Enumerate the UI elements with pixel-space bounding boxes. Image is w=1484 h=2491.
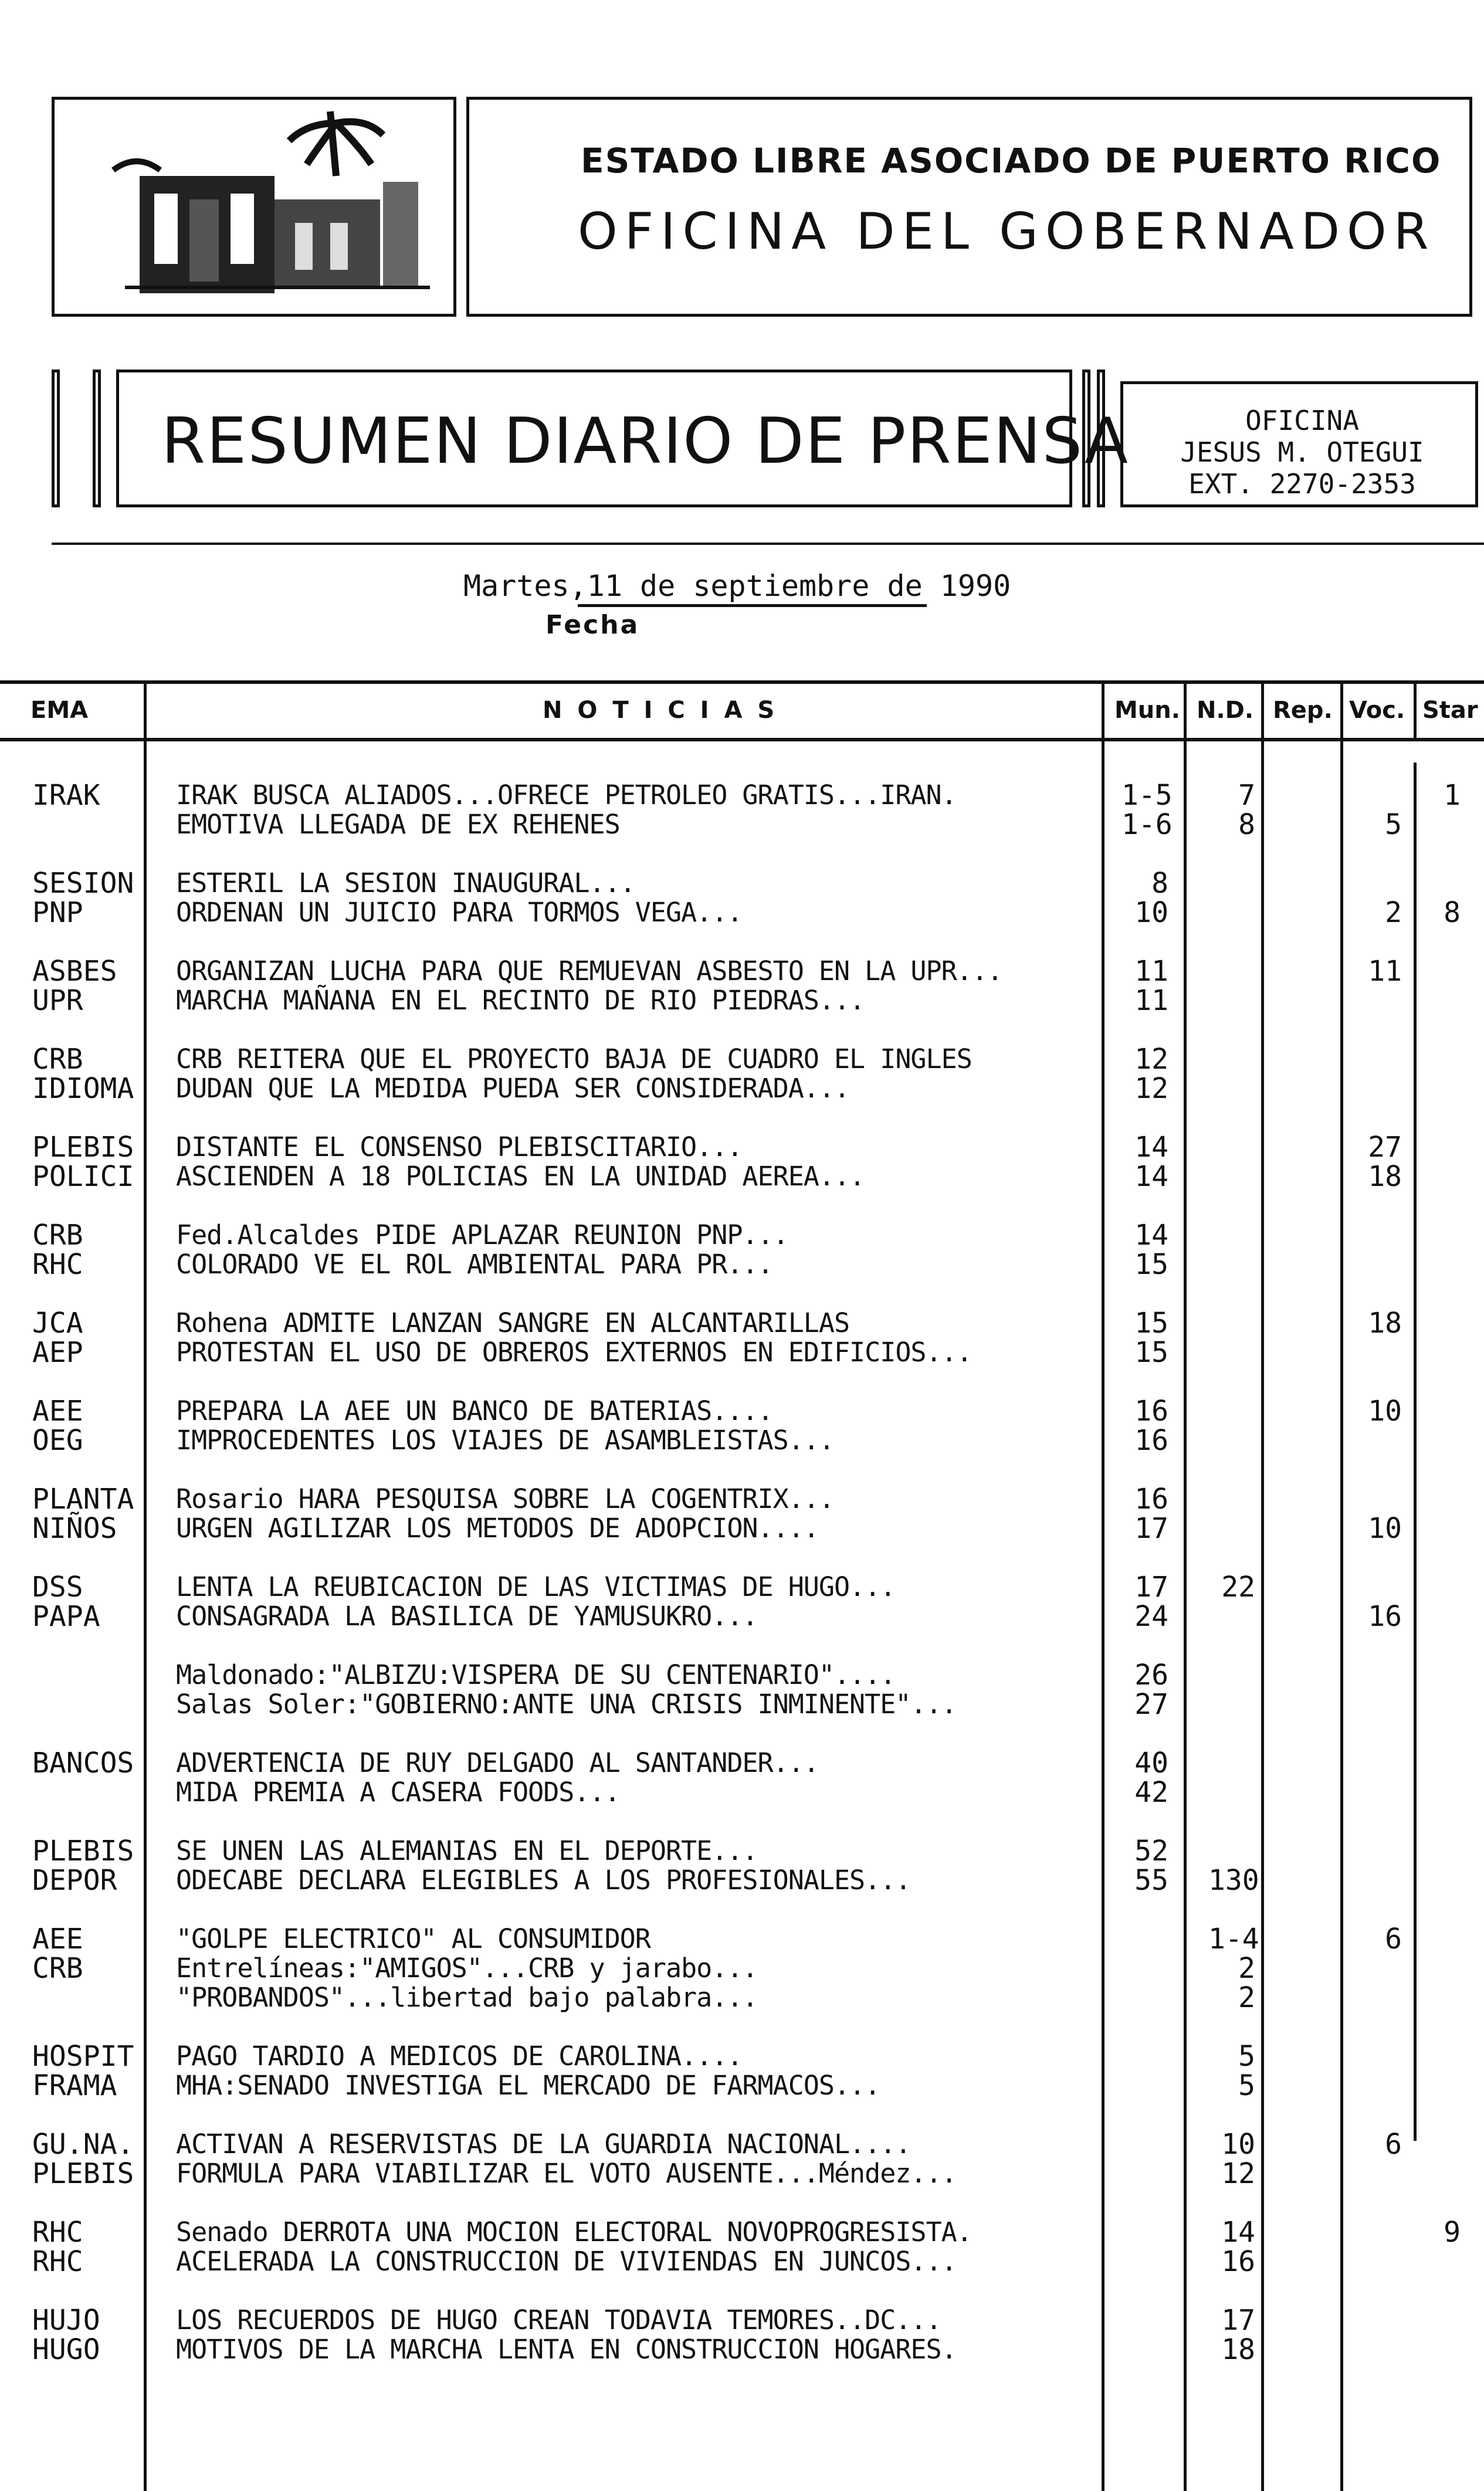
row-mun: 11	[1134, 955, 1168, 988]
row-headline: MARCHA MAÑANA EN EL RECINTO DE RIO PIEDRAS...	[176, 985, 865, 1016]
divider-mun	[1184, 680, 1187, 2491]
row-mun: 24	[1134, 1600, 1168, 1633]
row-headline: COLORADO VE EL ROL AMBIENTAL PARA PR...	[176, 1249, 773, 1280]
row-headline: PROTESTAN EL USO DE OBREROS EXTERNOS EN EDIFICIOS...	[176, 1337, 972, 1368]
row-headline: IMPROCEDENTES LOS VIAJES DE ASAMBLEISTAS...	[176, 1425, 834, 1456]
left-bar-2	[93, 370, 101, 507]
row-mun: 1-5	[1122, 779, 1173, 812]
row-mun: 14	[1134, 1219, 1168, 1252]
row-mun: 15	[1134, 1307, 1168, 1340]
row-headline: Rohena ADMITE LANZAN SANGRE EN ALCANTARILLAS	[176, 1307, 850, 1338]
row-headline: ADVERTENCIA DE RUY DELGADO AL SANTANDER...	[176, 1747, 819, 1778]
row-nd: 12	[1221, 2157, 1255, 2190]
row-headline: CRB REITERA QUE EL PROYECTO BAJA DE CUADRO EL INGLES	[176, 1043, 972, 1075]
divider-nd	[1261, 680, 1264, 2491]
row-tema: DSS	[32, 1571, 83, 1604]
left-bar-1	[52, 370, 60, 507]
row-mun: 16	[1134, 1483, 1168, 1516]
row-headline: Salas Soler:"GOBIERNO:ANTE UNA CRISIS INMINENTE"...	[176, 1689, 957, 1720]
date-value: Martes,11 de septiembre de 1990	[463, 569, 1011, 603]
row-mun: 15	[1134, 1336, 1168, 1369]
row-tema: GU.NA.	[32, 2128, 134, 2161]
row-mun: 10	[1134, 896, 1168, 929]
header-line-1: ESTADO LIBRE ASOCIADO DE PUERTO RICO	[581, 141, 1442, 181]
row-tema: PAPA	[32, 1600, 100, 1633]
row-nd: 7	[1238, 779, 1255, 812]
row-mun: 26	[1134, 1659, 1168, 1692]
row-headline: ODECABE DECLARA ELEGIBLES A LOS PROFESIONALES...	[176, 1865, 911, 1896]
row-mun: 12	[1134, 1072, 1168, 1105]
right-bar-1	[1082, 370, 1090, 507]
row-tema: CRB	[32, 1219, 83, 1252]
row-nd: 5	[1238, 2069, 1255, 2102]
row-headline: MIDA PREMIA A CASERA FOODS...	[176, 1777, 620, 1808]
row-tema: AEP	[32, 1336, 83, 1369]
row-mun: 17	[1134, 1512, 1168, 1545]
row-nd: 18	[1221, 2333, 1255, 2366]
row-mun: 55	[1134, 1864, 1168, 1897]
row-nd: 2	[1238, 1981, 1255, 2014]
col-star: Star	[1422, 697, 1478, 724]
row-tema: BANCOS	[32, 1747, 134, 1780]
col-tema: EMA	[31, 697, 89, 724]
row-headline: MOTIVOS DE LA MARCHA LENTA EN CONSTRUCCION HOGARES.	[176, 2334, 957, 2365]
row-star: 1	[1444, 779, 1461, 812]
row-tema: PLEBIS	[32, 1131, 134, 1164]
row-tema: SESION	[32, 867, 134, 900]
row-tema: AEE	[32, 1923, 83, 1955]
row-nd: 8	[1238, 808, 1255, 841]
row-nd: 14	[1221, 2216, 1255, 2249]
row-tema: PLEBIS	[32, 2157, 134, 2190]
row-tema: POLICI	[32, 1160, 134, 1193]
row-nd: 2	[1238, 1952, 1255, 1985]
col-mun: Mun.	[1114, 697, 1180, 724]
row-mun: 16	[1134, 1424, 1168, 1457]
row-tema: CRB	[32, 1952, 83, 1985]
row-headline: PAGO TARDIO A MEDICOS DE CAROLINA....	[176, 2041, 743, 2072]
fortaleza-logo	[55, 100, 453, 314]
office-line-1: OFICINA	[1245, 405, 1359, 436]
row-tema: RHC	[32, 1248, 83, 1281]
row-voc: 18	[1368, 1160, 1402, 1193]
row-nd: 5	[1238, 2040, 1255, 2073]
row-nd: 22	[1221, 1571, 1255, 1604]
row-mun: 52	[1134, 1835, 1168, 1868]
row-headline: Entrelíneas:"AMIGOS"...CRB y jarabo...	[176, 1953, 758, 1984]
row-mun: 27	[1134, 1688, 1168, 1721]
row-tema: IRAK	[32, 779, 100, 812]
row-voc: 6	[1385, 1923, 1402, 1955]
row-mun: 1-6	[1122, 808, 1173, 841]
row-headline: LENTA LA REUBICACION DE LAS VICTIMAS DE HUGO...	[176, 1571, 896, 1602]
row-mun: 40	[1134, 1747, 1168, 1780]
row-tema: FRAMA	[32, 2069, 117, 2102]
row-mun: 15	[1134, 1248, 1168, 1281]
office-line-2: JESUS M. OTEGUI	[1180, 436, 1424, 468]
row-mun: 16	[1134, 1395, 1168, 1428]
divider-voc-body	[1414, 762, 1417, 2141]
logo-box	[52, 97, 456, 317]
row-nd: 130	[1208, 1864, 1259, 1897]
row-voc: 10	[1368, 1395, 1402, 1428]
row-headline: LOS RECUERDOS DE HUGO CREAN TODAVIA TEMORES..DC...	[176, 2304, 941, 2336]
row-tema: CRB	[32, 1043, 83, 1076]
row-headline: CONSAGRADA LA BASILICA DE YAMUSUKRO...	[176, 1601, 758, 1632]
row-mun: 14	[1134, 1131, 1168, 1164]
row-headline: ORDENAN UN JUICIO PARA TORMOS VEGA...	[176, 897, 743, 928]
row-headline: ORGANIZAN LUCHA PARA QUE REMUEVAN ASBESTO EN LA UPR...	[176, 955, 1002, 987]
row-star: 9	[1444, 2216, 1461, 2249]
row-mun: 42	[1134, 1776, 1168, 1809]
divider-voc	[1414, 680, 1417, 739]
date-label: Fecha	[546, 610, 640, 640]
row-headline: Maldonado:"ALBIZU:VISPERA DE SU CENTENARIO"....	[176, 1659, 896, 1690]
row-tema: HOSPIT	[32, 2040, 134, 2073]
col-voc: Voc.	[1349, 697, 1405, 724]
row-tema: PNP	[32, 896, 83, 929]
row-headline: MHA:SENADO INVESTIGA EL MERCADO DE FARMACOS...	[176, 2070, 880, 2101]
col-nd: N.D.	[1197, 697, 1254, 724]
row-headline: PREPARA LA AEE UN BANCO DE BATERIAS....	[176, 1395, 773, 1426]
row-mun: 17	[1134, 1571, 1168, 1604]
row-tema: PLANTA	[32, 1483, 134, 1516]
divider-noticias	[1102, 680, 1104, 2491]
row-headline: DISTANTE EL CONSENSO PLEBISCITARIO...	[176, 1131, 743, 1163]
row-headline: IRAK BUSCA ALIADOS...OFRECE PETROLEO GRATIS...IRAN.	[176, 780, 957, 811]
row-tema: DEPOR	[32, 1864, 117, 1897]
row-headline: Fed.Alcaldes PIDE APLAZAR REUNION PNP...	[176, 1219, 788, 1250]
row-voc: 10	[1368, 1512, 1402, 1545]
office-info	[1126, 405, 1478, 500]
row-nd: 17	[1221, 2304, 1255, 2337]
row-tema: OEG	[32, 1424, 83, 1457]
row-voc: 11	[1368, 955, 1402, 988]
row-headline: ASCIENDEN A 18 POLICIAS EN LA UNIDAD AEREA...	[176, 1161, 865, 1192]
row-voc: 27	[1368, 1131, 1402, 1164]
row-headline: ACELERADA LA CONSTRUCCION DE VIVIENDAS EN JUNCOS...	[176, 2246, 957, 2277]
row-nd: 10	[1221, 2128, 1255, 2161]
col-rep: Rep.	[1273, 697, 1333, 724]
divider-tema	[144, 680, 147, 2491]
row-headline: EMOTIVA LLEGADA DE EX REHENES	[176, 809, 620, 840]
row-headline: Rosario HARA PESQUISA SOBRE LA COGENTRIX...	[176, 1483, 834, 1514]
row-tema: RHC	[32, 2216, 83, 2249]
right-bar-2	[1097, 370, 1105, 507]
row-tema: HUGO	[32, 2333, 100, 2366]
row-tema: AEE	[32, 1395, 83, 1428]
row-tema: JCA	[32, 1307, 83, 1340]
row-tema: HUJO	[32, 2304, 100, 2337]
row-headline: Senado DERROTA UNA MOCION ELECTORAL NOVOPROGRESISTA.	[176, 2217, 972, 2248]
row-nd: 1-4	[1208, 1923, 1259, 1955]
row-headline: "PROBANDOS"...libertad bajo palabra...	[176, 1982, 758, 2013]
col-noticias: N O T I C I A S	[543, 697, 778, 724]
divider-rep	[1340, 680, 1343, 2491]
row-headline: ACTIVAN A RESERVISTAS DE LA GUARDIA NACIONAL....	[176, 2129, 911, 2160]
row-voc: 2	[1385, 896, 1402, 929]
row-voc: 6	[1385, 2128, 1402, 2161]
row-headline: FORMULA PARA VIABILIZAR EL VOTO AUSENTE...Méndez...	[176, 2158, 957, 2189]
row-mun: 14	[1134, 1160, 1168, 1193]
row-tema: RHC	[32, 2245, 83, 2278]
page-title: RESUMEN DIARIO DE PRENSA	[161, 405, 1129, 478]
row-headline: URGEN AGILIZAR LOS METODOS DE ADOPCION....	[176, 1513, 819, 1544]
office-line-3: EXT. 2270-2353	[1188, 468, 1416, 500]
row-star: 8	[1444, 896, 1461, 929]
row-voc: 18	[1368, 1307, 1402, 1340]
row-headline: "GOLPE ELECTRICO" AL CONSUMIDOR	[176, 1923, 650, 1954]
section-divider	[52, 543, 1484, 545]
row-mun: 8	[1151, 867, 1168, 900]
row-voc: 16	[1368, 1600, 1402, 1633]
header-line-2: OFICINA DEL GOBERNADOR	[578, 202, 1436, 261]
row-tema: PLEBIS	[32, 1835, 134, 1868]
row-tema: UPR	[32, 984, 83, 1017]
row-nd: 16	[1221, 2245, 1255, 2278]
row-headline: SE UNEN LAS ALEMANIAS EN EL DEPORTE...	[176, 1835, 758, 1866]
row-headline: ESTERIL LA SESION INAUGURAL...	[176, 867, 635, 899]
row-voc: 5	[1385, 808, 1402, 841]
row-tema: ASBES	[32, 955, 117, 988]
date-underline	[578, 604, 927, 607]
row-tema: IDIOMA	[32, 1072, 134, 1105]
row-mun: 11	[1134, 984, 1168, 1017]
row-headline: DUDAN QUE LA MEDIDA PUEDA SER CONSIDERADA...	[176, 1073, 850, 1104]
row-tema: NIÑOS	[32, 1512, 117, 1545]
row-mun: 12	[1134, 1043, 1168, 1076]
